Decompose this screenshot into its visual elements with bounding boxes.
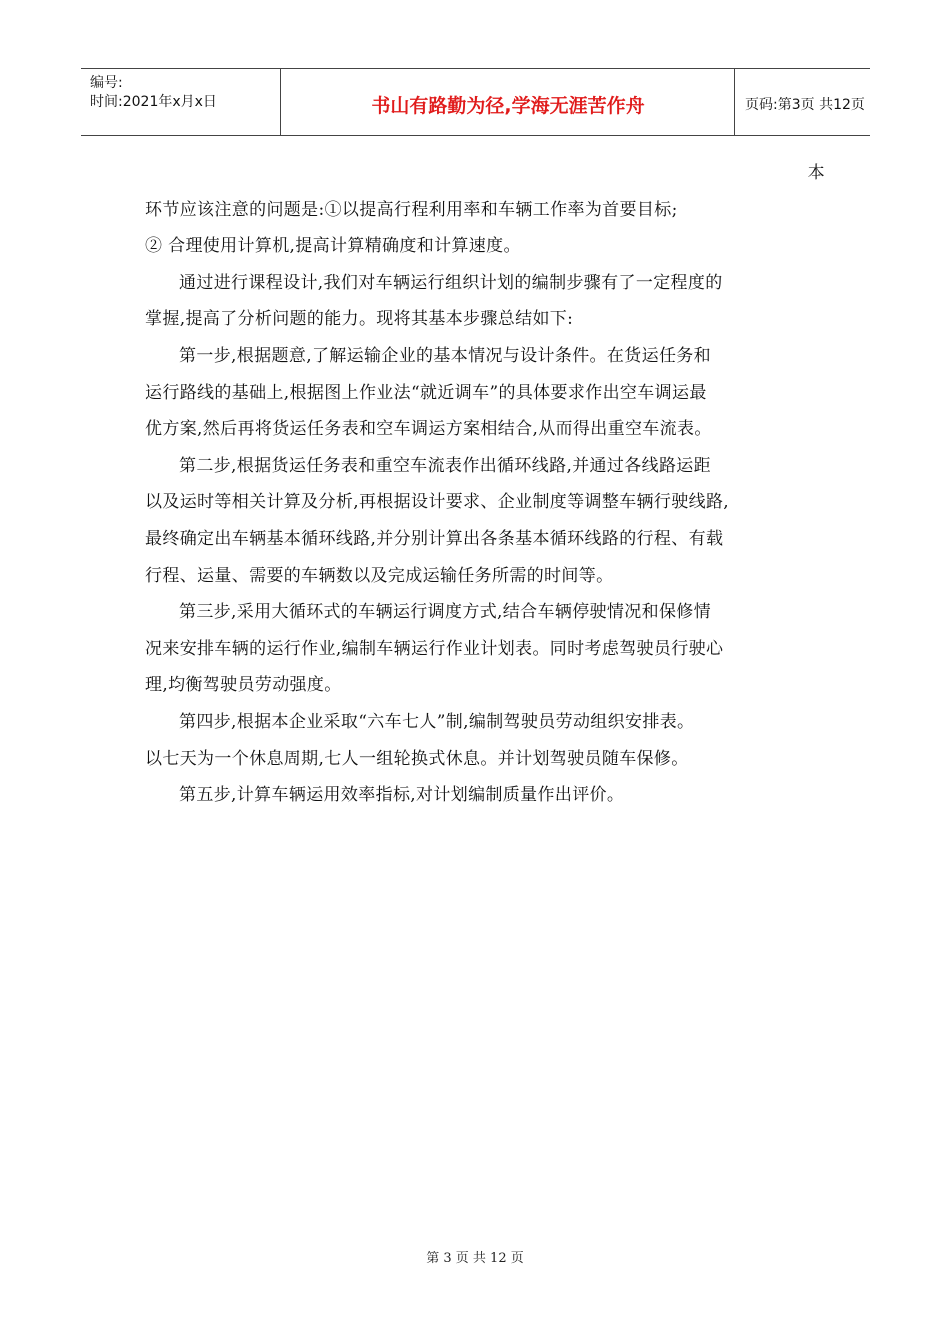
text-line: 掌握,提高了分析问题的能力。现将其基本步骤总结如下: [145,309,574,330]
text-line: 况来安排车辆的运行作业,编制车辆运行作业计划表。同时考虑驾驶员行驶心 [145,638,724,659]
text-line: 以及运时等相关计算及分析,再根据设计要求、企业制度等调整车辆行驶线路, [145,492,730,513]
text-line: 优方案,然后再将货运任务表和空车调运方案相结合,从而得出重空车流表。 [145,419,712,440]
text-line: 行程、运量、需要的车辆数以及完成运输任务所需的时间等。 [145,565,614,586]
document-time-label: 时间:2021年x月x日 [90,94,217,110]
header-motto: 书山有路勤为径,学海无涯苦作舟 [371,95,645,117]
text-line: 以七天为一个休息周期,七人一组轮换式休息。并计划驾驶员随车保修。 [145,748,689,769]
header-meta-cell [81,69,281,135]
text-line: 通过进行课程设计,我们对车辆运行组织计划的编制步骤有了一定程度的 [179,272,723,293]
text-line: 第四步,根据本企业采取“六车七人”制,编制驾驶员劳动组织安排表。 [179,711,695,732]
page-footer: 第 3 页 共 12 页 [426,1251,524,1266]
text-line: 第三步,采用大循环式的车辆运行调度方式,结合车辆停驶情况和保修情 [179,602,712,623]
header-table [81,68,870,136]
text-line: 最终确定出车辆基本循环线路,并分别计算出各条基本循环线路的行程、有载 [145,528,724,549]
text-line: 运行路线的基础上,根据图上作业法“就近调车”的具体要求作出空车调运最 [145,382,707,403]
body-text [145,155,825,814]
header-page-info: 页码:第3页 共12页 [745,97,865,113]
text-line: 环节应该注意的问题是:①以提高行程利用率和车辆工作率为首要目标; [145,199,678,220]
text-line: 第一步,根据题意,了解运输企业的基本情况与设计条件。在货运任务和 [179,345,712,366]
header-motto-cell [281,69,735,135]
text-line: 本 [807,163,825,183]
text-line: 第五步,计算车辆运用效率指标,对计划编制质量作出评价。 [179,785,625,806]
text-line: ② 合理使用计算机,提高计算精确度和计算速度。 [145,236,521,257]
document-number-label: 编号: [90,75,123,91]
header-page-cell [735,69,870,135]
text-line: 第二步,根据货运任务表和重空车流表作出循环线路,并通过各线路运距 [179,455,712,476]
text-line: 理,均衡驾驶员劳动强度。 [145,675,342,696]
